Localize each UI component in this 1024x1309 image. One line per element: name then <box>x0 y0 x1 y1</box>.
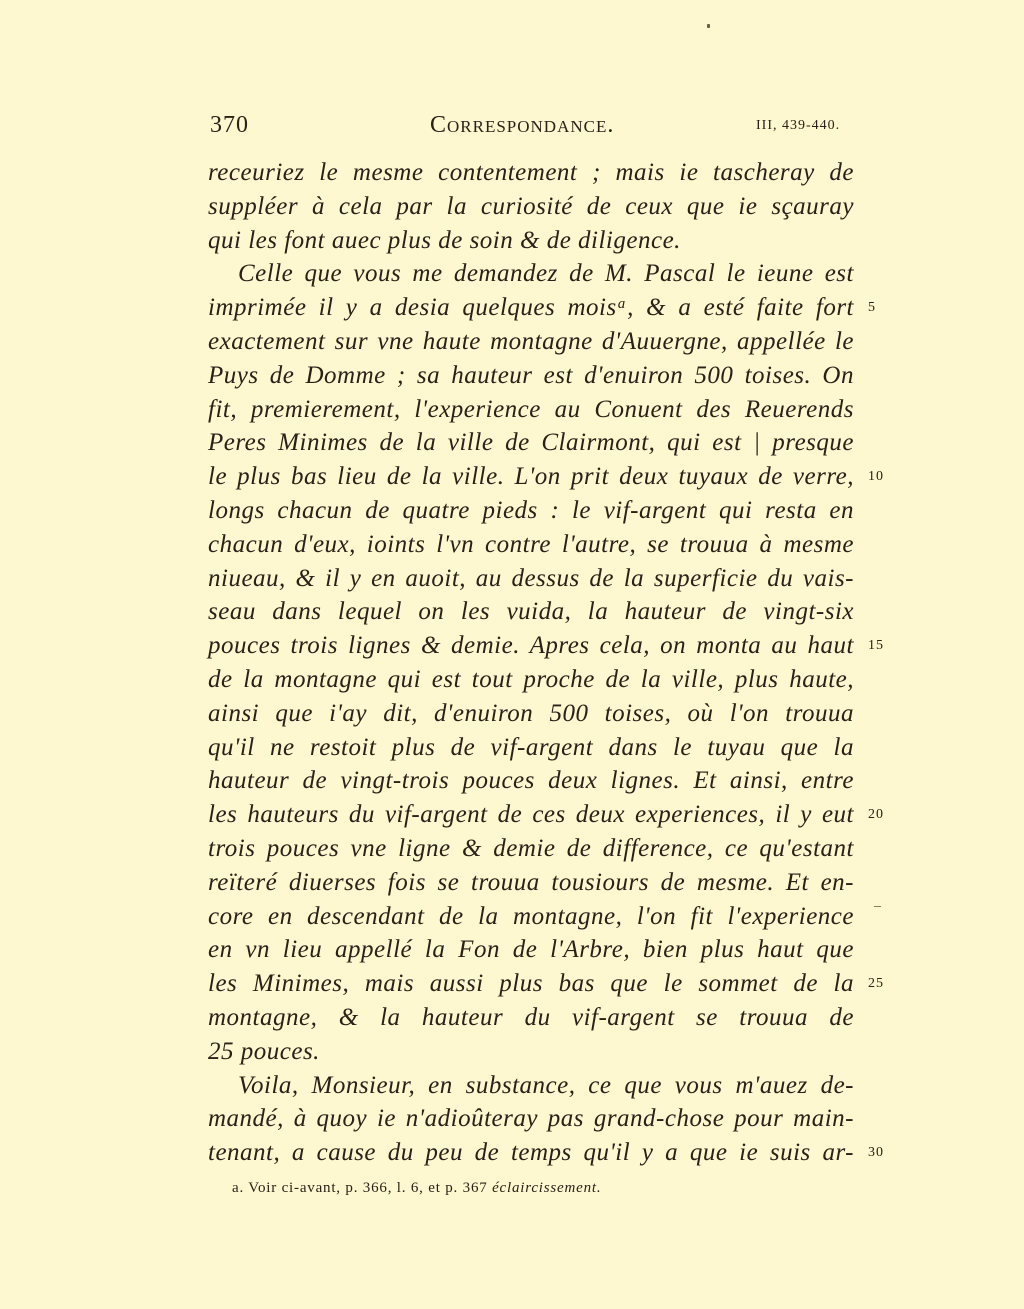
line-text: les Minimes, mais aussi plus bas que le sommet de la <box>208 970 854 998</box>
line-text: 25 pouces. <box>208 1037 320 1065</box>
line-text: niueau, & il y en auoit, au dessus de la superficie du vais- <box>208 564 854 592</box>
ink-speck <box>707 24 710 28</box>
text-line <box>208 697 854 731</box>
text-line <box>208 156 854 190</box>
running-title: Correspondance. <box>430 112 615 138</box>
line-text: mandé, à quoy ie n'adioûteray pas grand-chose pour main- <box>208 1105 854 1133</box>
line-text: chacun d'eux, ioints l'vn contre l'autre, se trouua à mesme <box>208 530 854 558</box>
text-line <box>208 764 854 798</box>
text-line <box>208 460 884 494</box>
line-text: seau dans lequel on les vuida, la hauteur de vingt-six <box>208 598 854 626</box>
text-line <box>208 1001 854 1035</box>
text-line <box>208 359 854 393</box>
body-text <box>208 156 884 1170</box>
line-number: 30 <box>868 1145 884 1161</box>
margin-mark <box>874 906 881 907</box>
line-text: pouces trois lignes & demie. Apres cela, on monta au haut <box>208 632 854 660</box>
line-number: 20 <box>868 807 884 823</box>
line-text: longs chacun de quatre pieds : le vif-argent qui resta en <box>208 496 854 524</box>
volume-reference: III, 439-440. <box>756 118 841 133</box>
line-text: hauteur de vingt-trois pouces deux lignes. Et ainsi, entre <box>208 767 854 795</box>
text-line <box>208 832 854 866</box>
text-line <box>208 595 854 629</box>
text-line <box>208 291 876 325</box>
text-line <box>208 1069 854 1103</box>
text-line <box>208 393 854 427</box>
line-text: en vn lieu appellé la Fon de l'Arbre, bien plus haut que <box>208 936 854 964</box>
text-line <box>208 900 854 934</box>
page-number: 370 <box>210 112 249 138</box>
text-line <box>208 325 854 359</box>
line-text: core en descendant de la montagne, l'on fit l'experience <box>208 902 854 930</box>
footnote <box>232 1180 601 1197</box>
text-line <box>208 629 884 663</box>
text-line <box>208 866 854 900</box>
line-text: trois pouces vne ligne & demie de difference, ce qu'estant <box>208 834 854 862</box>
line-text: Puys de Domme ; sa hauteur est d'enuiron 500 toises. On <box>208 361 854 389</box>
text-line <box>208 967 884 1001</box>
line-number: 10 <box>868 469 884 485</box>
line-text: qui les font auec plus de soin & de diligence. <box>208 226 681 254</box>
text-line <box>208 1102 854 1136</box>
text-line <box>208 731 854 765</box>
line-text: Peres Minimes de la ville de Clairmont, qui est | presque <box>208 429 854 457</box>
line-text: imprimée il y a desia quelques moisᵃ, & a esté faite fort <box>208 294 854 322</box>
line-number: 15 <box>868 638 884 654</box>
text-line <box>208 1136 884 1170</box>
line-text: Celle que vous me demandez de M. Pascal le ieune est <box>238 260 854 288</box>
text-line <box>208 190 854 224</box>
text-line <box>208 224 854 258</box>
line-text: receuriez le mesme contentement ; mais ie tascheray de <box>208 159 854 186</box>
line-text: fit, premierement, l'experience au Conuent des Reuerends <box>208 395 854 423</box>
footnote-emphasis: éclaircissement. <box>492 1180 602 1196</box>
line-text: de la montagne qui est tout proche de la ville, plus haute, <box>208 665 854 693</box>
line-text: tenant, a cause du peu de temps qu'il y a que ie suis ar- <box>208 1139 854 1167</box>
text-line <box>208 562 854 596</box>
text-line <box>208 1035 854 1069</box>
line-number: 25 <box>868 976 884 992</box>
text-line <box>208 528 854 562</box>
text-line <box>208 257 854 291</box>
line-text: le plus bas lieu de la ville. L'on prit deux tuyaux de verre, <box>208 463 854 491</box>
line-text: exactement sur vne haute montagne d'Auuergne, appellée le <box>208 327 854 355</box>
text-line <box>208 933 854 967</box>
line-text: suppléer à cela par la curiosité de ceux que ie sçauray <box>208 192 854 220</box>
page-header <box>210 112 850 142</box>
text-line <box>208 494 854 528</box>
text-line <box>208 798 884 832</box>
line-text: Voila, Monsieur, en substance, ce que vous m'auez de- <box>238 1071 854 1099</box>
text-line <box>208 426 854 460</box>
footnote-text: a. Voir ci-avant, p. 366, l. 6, et p. 367 <box>232 1180 493 1196</box>
line-text: reïteré diuerses fois se trouua tousiours de mesme. Et en- <box>208 868 854 896</box>
line-number: 5 <box>868 300 876 316</box>
line-text: qu'il ne restoit plus de vif-argent dans le tuyau que la <box>208 733 854 761</box>
line-text: ainsi que i'ay dit, d'enuiron 500 toises, où l'on trouua <box>208 699 854 727</box>
text-line <box>208 663 854 697</box>
line-text: montagne, & la hauteur du vif-argent se trouua de <box>208 1003 854 1031</box>
line-text: les hauteurs du vif-argent de ces deux experiences, il y eut <box>208 801 854 829</box>
